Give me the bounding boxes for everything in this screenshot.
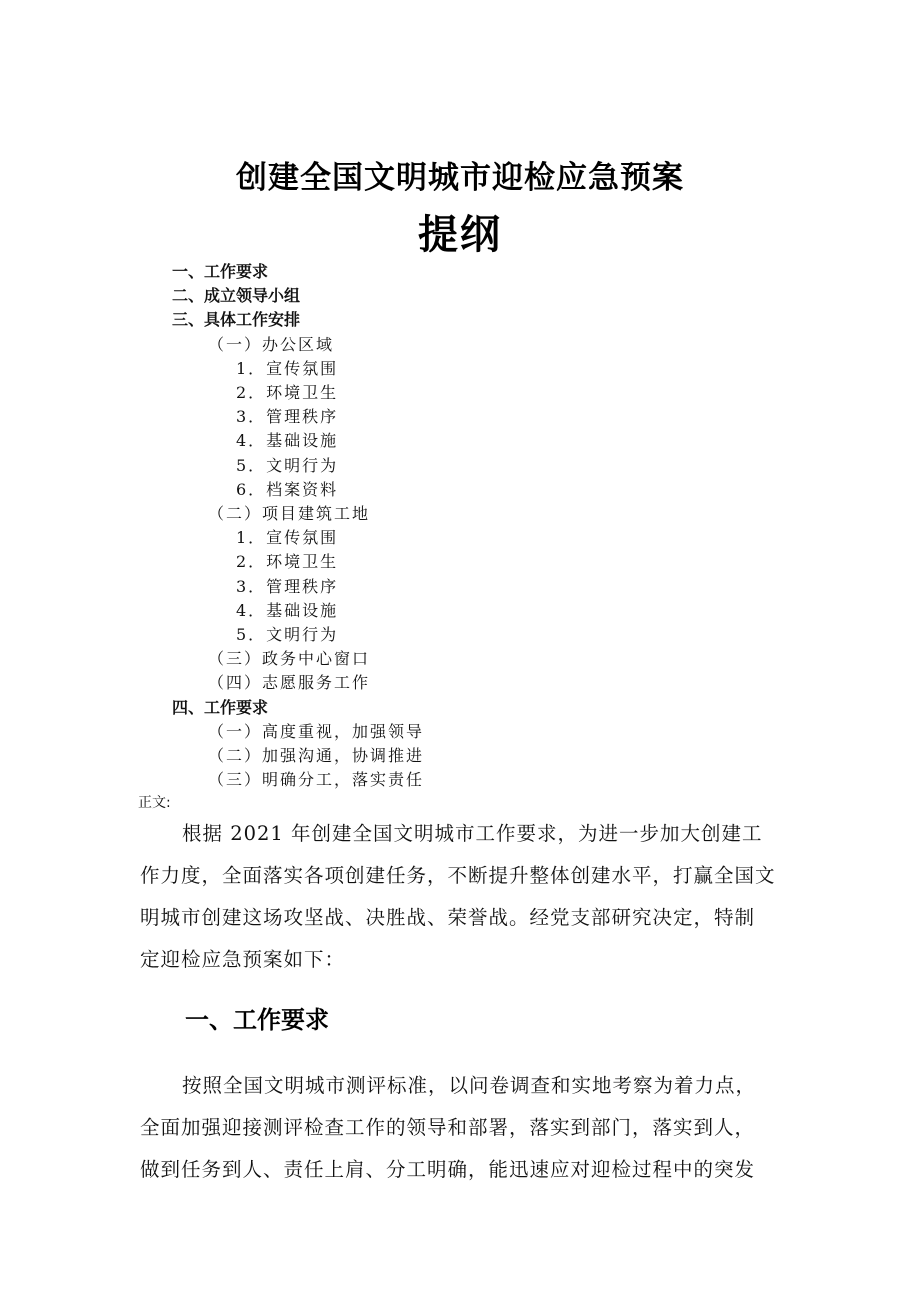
section-heading: 一、工作要求 [185,1006,329,1034]
outline-item: 1．宣传氛围 [236,528,339,548]
document-subtitle: 提纲 [418,212,502,258]
outline-item: （一）高度重视，加强领导 [208,721,425,741]
paragraph-line: 做到任务到人、责任上肩、分工明确，能迅速应对迎检过程中的突发 [140,1158,756,1181]
outline-item: 一、工作要求 [172,262,269,281]
document-title: 创建全国文明城市迎检应急预案 [236,160,684,196]
outline-item: 2．环境卫生 [236,383,339,402]
paragraph-line: 作力度，全面落实各项创建任务，不断提升整体创建水平，打赢全国文 [140,864,776,887]
outline-item: （一）办公区域 [208,334,335,354]
outline-item: 1．宣传氛围 [236,358,339,378]
outline-item: （三）明确分工，落实责任 [208,770,425,790]
paragraph-line: 按照全国文明城市测评标准，以问卷调查和实地考察为着力点， [182,1074,757,1097]
paragraph-line: 定迎检应急预案如下： [140,948,346,971]
outline-item: （四）志愿服务工作 [208,673,371,693]
outline-item: 4．基础设施 [236,431,339,451]
paragraph-line: 明城市创建这场攻坚战、决胜战、荣誉战。经党支部研究决定，特制 [140,906,756,929]
intro-paragraph [140,813,785,981]
section-paragraph [140,1065,785,1191]
outline-item: 6．档案资料 [236,479,339,499]
outline-item: （二）加强沟通，协调推进 [208,746,425,765]
body-label: 正文: [138,795,171,811]
outline-item: 3．管理秩序 [236,407,339,427]
outline-item: 2．环境卫生 [236,552,339,572]
paragraph-line: 全面加强迎接测评检查工作的领导和部署，落实到部门，落实到人， [140,1116,756,1139]
outline-item: 四、工作要求 [172,697,269,717]
outline-item: 5．文明行为 [236,625,339,644]
outline-item: （二）项目建筑工地 [208,504,371,523]
outline-item: 二、成立领导小组 [172,286,301,306]
outline-item: （三）政务中心窗口 [208,649,371,669]
outline-item: 5．文明行为 [236,455,339,475]
paragraph-line: 根据 2021 年创建全国文明城市工作要求，为进一步加大创建工 [182,822,763,845]
outline-item: 3．管理秩序 [236,576,339,596]
outline-item: 4．基础设施 [236,600,339,620]
outline-item: 三、具体工作安排 [172,310,301,330]
